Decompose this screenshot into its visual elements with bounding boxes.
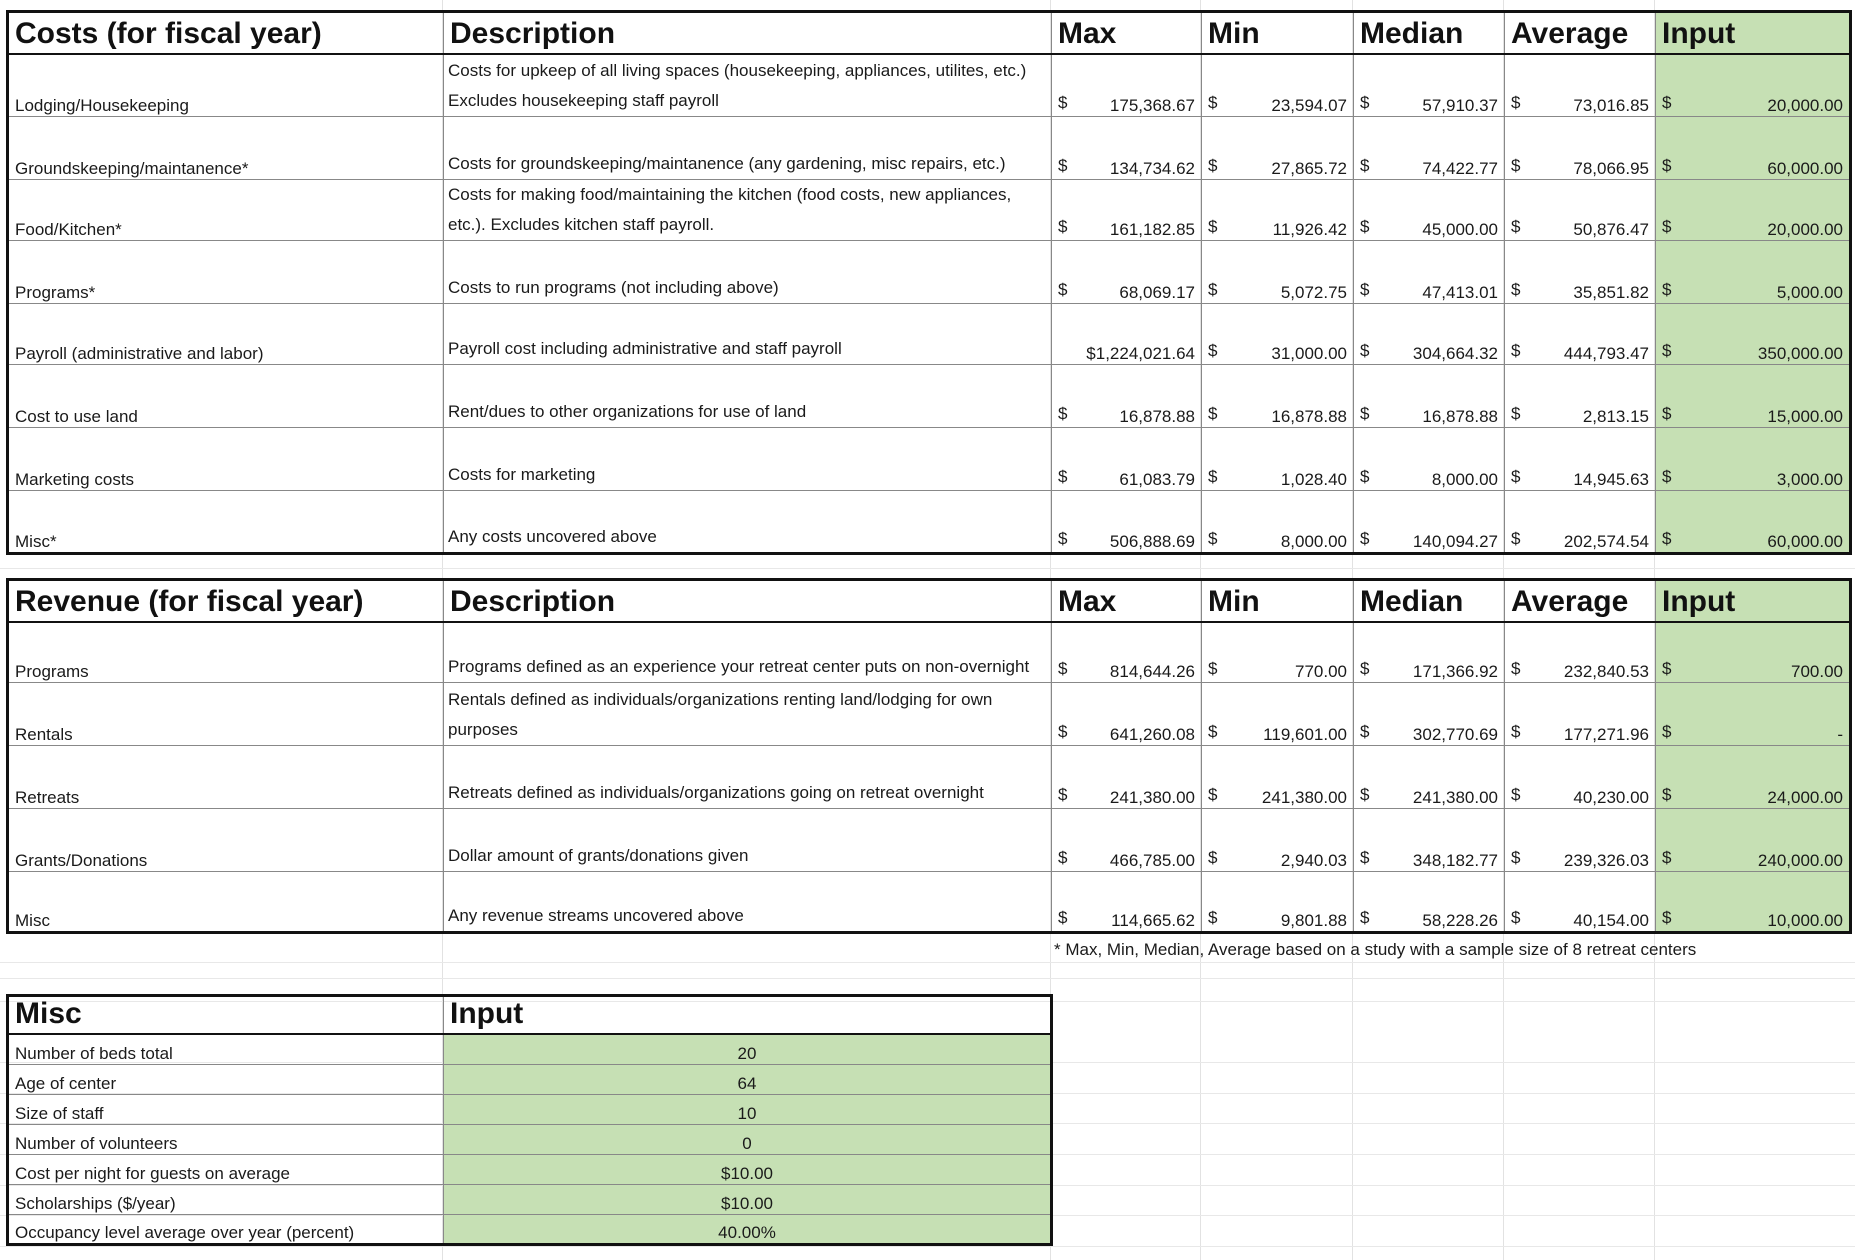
revenue-row-min-value: 9,801.88 <box>1280 911 1347 930</box>
costs-row-average-value: 14,945.63 <box>1573 470 1649 489</box>
currency-symbol: $ <box>1208 217 1218 236</box>
currency-symbol: $ <box>1511 404 1521 423</box>
currency-symbol: $ <box>1208 908 1218 927</box>
costs-row-category: Lodging/Housekeeping <box>8 54 444 117</box>
revenue-row-min <box>1202 746 1354 809</box>
revenue-header-description: Description <box>444 580 1052 622</box>
revenue-row-input[interactable] <box>1656 809 1851 872</box>
costs-row-average-value: 50,876.47 <box>1573 220 1649 239</box>
revenue-row-input-value: 240,000.00 <box>1757 851 1843 870</box>
currency-symbol: $ <box>1058 467 1068 486</box>
costs-row-input-value: 15,000.00 <box>1767 407 1843 426</box>
costs-header-input: Input <box>1656 12 1851 54</box>
revenue-row-max <box>1052 746 1202 809</box>
footnote: * Max, Min, Median, Average based on a study with a sample size of 8 retreat centers <box>1054 940 1697 959</box>
costs-row-min-value: 27,865.72 <box>1271 159 1347 178</box>
currency-symbol: $ <box>1208 659 1218 678</box>
costs-row <box>8 54 1851 117</box>
revenue-row-input[interactable] <box>1656 872 1851 933</box>
costs-row-description: Costs for making food/maintaining the kitchen (food costs, new appliances, etc.). Excludes kitchen staff payroll. <box>444 180 1052 241</box>
currency-symbol: $ <box>1360 467 1370 486</box>
currency-symbol: $ <box>1511 722 1521 741</box>
costs-row-average-value: 35,851.82 <box>1573 283 1649 302</box>
misc-row-input[interactable]: $10.00 <box>444 1154 1052 1184</box>
costs-row-input[interactable] <box>1656 491 1851 554</box>
costs-row-input[interactable] <box>1656 117 1851 180</box>
currency-symbol: $ <box>1208 280 1218 299</box>
revenue-row <box>8 622 1851 683</box>
costs-row-min <box>1202 365 1354 428</box>
currency-symbol: $ <box>1058 156 1068 175</box>
revenue-row-max <box>1052 622 1202 683</box>
revenue-row-average <box>1505 809 1656 872</box>
revenue-row <box>8 683 1851 746</box>
currency-symbol: $ <box>1662 529 1672 548</box>
revenue-row-median-value: 302,770.69 <box>1412 725 1498 744</box>
currency-symbol: $ <box>1360 722 1370 741</box>
revenue-row-description: Rentals defined as individuals/organizations renting land/lodging for own purposes <box>444 683 1052 746</box>
currency-symbol: $ <box>1360 93 1370 112</box>
costs-header-average: Average <box>1505 12 1656 54</box>
currency-symbol: $ <box>1208 404 1218 423</box>
misc-table <box>6 994 1053 1246</box>
costs-row-average <box>1505 304 1656 365</box>
revenue-row-max-value: 814,644.26 <box>1109 662 1195 681</box>
costs-row-min <box>1202 491 1354 554</box>
misc-row-label: Scholarships ($/year) <box>8 1184 444 1214</box>
revenue-row-min <box>1202 622 1354 683</box>
costs-row-median-value: 8,000.00 <box>1431 470 1498 489</box>
costs-row-max <box>1052 491 1202 554</box>
revenue-row <box>8 809 1851 872</box>
costs-row-min-value: 11,926.42 <box>1272 220 1347 239</box>
costs-row-input-value: 350,000.00 <box>1757 344 1843 363</box>
costs-row-description: Costs for groundskeeping/maintanence (any gardening, misc repairs, etc.) <box>444 117 1052 180</box>
costs-row-median <box>1354 180 1505 241</box>
revenue-row-average-value: 177,271.96 <box>1563 725 1649 744</box>
misc-row-label: Cost per night for guests on average <box>8 1154 444 1184</box>
costs-row <box>8 117 1851 180</box>
costs-row-input-value: 5,000.00 <box>1776 283 1843 302</box>
costs-row-category: Food/Kitchen* <box>8 180 444 241</box>
revenue-row-category: Grants/Donations <box>8 809 444 872</box>
currency-symbol: $ <box>1662 722 1672 741</box>
currency-symbol: $ <box>1662 659 1672 678</box>
costs-row-max <box>1052 428 1202 491</box>
costs-row-input-value: 20,000.00 <box>1767 220 1843 239</box>
currency-symbol: $ <box>1360 217 1370 236</box>
currency-symbol: $ <box>1208 722 1218 741</box>
currency-symbol: $ <box>1208 341 1218 360</box>
currency-symbol: $ <box>1058 217 1068 236</box>
currency-symbol: $ <box>1511 93 1521 112</box>
costs-row-max-value: 134,734.62 <box>1109 159 1195 178</box>
misc-header-label: Misc <box>8 996 444 1035</box>
costs-row-min-value: 23,594.07 <box>1271 96 1347 115</box>
revenue-header-row <box>8 580 1851 622</box>
costs-row-min-value: 5,072.75 <box>1280 283 1347 302</box>
revenue-row-median <box>1354 809 1505 872</box>
currency-symbol: $ <box>1058 93 1068 112</box>
revenue-row-category: Misc <box>8 872 444 933</box>
revenue-row-input-value: - <box>1837 725 1843 744</box>
currency-symbol: $ <box>1511 785 1521 804</box>
costs-row-min <box>1202 180 1354 241</box>
misc-header-input: Input <box>444 996 1052 1035</box>
currency-symbol: $ <box>1662 908 1672 927</box>
misc-row <box>8 1094 1052 1124</box>
costs-row-median <box>1354 491 1505 554</box>
revenue-row <box>8 872 1851 933</box>
costs-row-max-value: $1,224,021.64 <box>1086 344 1195 363</box>
costs-row-median <box>1354 304 1505 365</box>
revenue-row-input[interactable] <box>1656 746 1851 809</box>
costs-row-average-value: 444,793.47 <box>1563 344 1649 363</box>
misc-row-label: Occupancy level average over year (percent) <box>8 1214 444 1244</box>
revenue-row-average <box>1505 872 1656 933</box>
costs-row-category: Programs* <box>8 241 444 304</box>
currency-symbol: $ <box>1511 659 1521 678</box>
revenue-row-max-value: 466,785.00 <box>1109 851 1195 870</box>
costs-row-max-value: 161,182.85 <box>1109 220 1195 239</box>
costs-row-average-value: 73,016.85 <box>1573 96 1649 115</box>
revenue-row-average <box>1505 622 1656 683</box>
misc-row <box>8 1184 1052 1214</box>
costs-row-median <box>1354 365 1505 428</box>
currency-symbol: $ <box>1058 785 1068 804</box>
revenue-row-input-value: 10,000.00 <box>1767 911 1843 930</box>
costs-row-average <box>1505 365 1656 428</box>
revenue-header-input: Input <box>1656 580 1851 622</box>
currency-symbol: $ <box>1511 217 1521 236</box>
currency-symbol: $ <box>1360 848 1370 867</box>
costs-header-median: Median <box>1354 12 1505 54</box>
costs-row-max <box>1052 54 1202 117</box>
costs-row-average <box>1505 54 1656 117</box>
revenue-row-input[interactable] <box>1656 683 1851 746</box>
currency-symbol: $ <box>1511 848 1521 867</box>
costs-row <box>8 241 1851 304</box>
costs-row-input[interactable] <box>1656 54 1851 117</box>
costs-row-median-value: 74,422.77 <box>1422 159 1498 178</box>
revenue-row-max <box>1052 872 1202 933</box>
costs-row <box>8 180 1851 241</box>
revenue-table <box>6 578 1852 934</box>
costs-row-input-value: 20,000.00 <box>1767 96 1843 115</box>
currency-symbol: $ <box>1360 404 1370 423</box>
misc-row-input[interactable]: $10.00 <box>444 1184 1052 1214</box>
revenue-header-median: Median <box>1354 580 1505 622</box>
costs-row-max <box>1052 365 1202 428</box>
costs-row-input[interactable] <box>1656 428 1851 491</box>
revenue-header-category: Revenue (for fiscal year) <box>8 580 444 622</box>
currency-symbol: $ <box>1662 467 1672 486</box>
revenue-row-max-value: 641,260.08 <box>1109 725 1195 744</box>
costs-row-input[interactable] <box>1656 365 1851 428</box>
revenue-row-min-value: 2,940.03 <box>1280 851 1347 870</box>
costs-header-category: Costs (for fiscal year) <box>8 12 444 54</box>
costs-header-min: Min <box>1202 12 1354 54</box>
costs-row-average <box>1505 180 1656 241</box>
costs-row-max <box>1052 241 1202 304</box>
costs-header-max: Max <box>1052 12 1202 54</box>
costs-row-category: Cost to use land <box>8 365 444 428</box>
revenue-row-input[interactable] <box>1656 622 1851 683</box>
costs-row-average <box>1505 428 1656 491</box>
revenue-row-median-value: 241,380.00 <box>1412 788 1498 807</box>
costs-row-input[interactable] <box>1656 304 1851 365</box>
currency-symbol: $ <box>1360 341 1370 360</box>
currency-symbol: $ <box>1662 341 1672 360</box>
revenue-row-average-value: 239,326.03 <box>1563 851 1649 870</box>
currency-symbol: $ <box>1058 404 1068 423</box>
costs-row-min-value: 16,878.88 <box>1271 407 1347 426</box>
costs-row-median-value: 304,664.32 <box>1412 344 1498 363</box>
costs-table <box>6 10 1852 555</box>
revenue-row-category: Retreats <box>8 746 444 809</box>
costs-row-average-value: 78,066.95 <box>1573 159 1649 178</box>
misc-row-input[interactable]: 10 <box>444 1094 1052 1124</box>
currency-symbol: $ <box>1360 908 1370 927</box>
currency-symbol: $ <box>1058 908 1068 927</box>
costs-row-median <box>1354 54 1505 117</box>
costs-row-min <box>1202 241 1354 304</box>
costs-row-max-value: 16,878.88 <box>1119 407 1195 426</box>
costs-row-min <box>1202 304 1354 365</box>
revenue-row-average-value: 40,154.00 <box>1573 911 1649 930</box>
misc-row-label: Number of beds total <box>8 1034 444 1064</box>
currency-symbol: $ <box>1058 722 1068 741</box>
revenue-row-min-value: 119,601.00 <box>1263 725 1347 744</box>
misc-row <box>8 1154 1052 1184</box>
revenue-row-median <box>1354 746 1505 809</box>
misc-header-row <box>8 996 1052 1035</box>
revenue-header-min: Min <box>1202 580 1354 622</box>
costs-row <box>8 365 1851 428</box>
misc-row-input[interactable]: 64 <box>444 1064 1052 1094</box>
currency-symbol: $ <box>1208 467 1218 486</box>
revenue-row-description: Programs defined as an experience your retreat center puts on non-overnight <box>444 622 1052 683</box>
costs-row-input-value: 3,000.00 <box>1776 470 1843 489</box>
costs-row-input-value: 60,000.00 <box>1767 532 1843 551</box>
costs-row-min <box>1202 117 1354 180</box>
revenue-row-description: Retreats defined as individuals/organizations going on retreat overnight <box>444 746 1052 809</box>
revenue-row-description: Dollar amount of grants/donations given <box>444 809 1052 872</box>
currency-symbol: $ <box>1511 908 1521 927</box>
costs-row-description: Any costs uncovered above <box>444 491 1052 554</box>
currency-symbol: $ <box>1511 156 1521 175</box>
costs-row-category: Marketing costs <box>8 428 444 491</box>
currency-symbol: $ <box>1662 156 1672 175</box>
revenue-row-average <box>1505 683 1656 746</box>
currency-symbol: $ <box>1662 217 1672 236</box>
currency-symbol: $ <box>1511 341 1521 360</box>
costs-row-average-value: 202,574.54 <box>1563 532 1649 551</box>
revenue-row-median-value: 348,182.77 <box>1412 851 1498 870</box>
revenue-header-max: Max <box>1052 580 1202 622</box>
revenue-row-median <box>1354 872 1505 933</box>
currency-symbol: $ <box>1360 280 1370 299</box>
revenue-row-category: Rentals <box>8 683 444 746</box>
revenue-row-max-value: 241,380.00 <box>1109 788 1195 807</box>
currency-symbol: $ <box>1662 848 1672 867</box>
costs-row-min <box>1202 428 1354 491</box>
misc-row <box>8 1214 1052 1244</box>
currency-symbol: $ <box>1058 848 1068 867</box>
costs-row-min <box>1202 54 1354 117</box>
costs-row-input[interactable] <box>1656 180 1851 241</box>
currency-symbol: $ <box>1058 280 1068 299</box>
currency-symbol: $ <box>1511 467 1521 486</box>
costs-row-median <box>1354 241 1505 304</box>
currency-symbol: $ <box>1662 280 1672 299</box>
currency-symbol: $ <box>1208 529 1218 548</box>
currency-symbol: $ <box>1511 280 1521 299</box>
costs-row-description: Rent/dues to other organizations for use of land <box>444 365 1052 428</box>
revenue-row-max-value: 114,665.62 <box>1111 911 1195 930</box>
revenue-row-min <box>1202 872 1354 933</box>
currency-symbol: $ <box>1360 785 1370 804</box>
revenue-row-average-value: 40,230.00 <box>1573 788 1649 807</box>
misc-row-label: Age of center <box>8 1064 444 1094</box>
misc-row <box>8 1064 1052 1094</box>
misc-row-label: Size of staff <box>8 1094 444 1124</box>
revenue-row-median <box>1354 683 1505 746</box>
costs-row-max-value: 175,368.67 <box>1109 96 1195 115</box>
costs-row-description: Payroll cost including administrative and staff payroll <box>444 304 1052 365</box>
revenue-row-input-value: 700.00 <box>1791 662 1843 681</box>
costs-row-max-value: 68,069.17 <box>1119 283 1195 302</box>
costs-header-description: Description <box>444 12 1052 54</box>
costs-row-median-value: 16,878.88 <box>1422 407 1498 426</box>
costs-row-category: Groundskeeping/maintanence* <box>8 117 444 180</box>
revenue-row-min <box>1202 683 1354 746</box>
costs-row-description: Costs for marketing <box>444 428 1052 491</box>
currency-symbol: $ <box>1662 404 1672 423</box>
currency-symbol: $ <box>1208 785 1218 804</box>
currency-symbol: $ <box>1360 659 1370 678</box>
currency-symbol: $ <box>1208 156 1218 175</box>
costs-row-median-value: 47,413.01 <box>1422 283 1498 302</box>
costs-row-median-value: 57,910.37 <box>1422 96 1498 115</box>
costs-row-max <box>1052 304 1202 365</box>
currency-symbol: $ <box>1511 529 1521 548</box>
costs-row-min-value: 8,000.00 <box>1280 532 1347 551</box>
costs-row-min-value: 1,028.40 <box>1280 470 1347 489</box>
revenue-row-average <box>1505 746 1656 809</box>
costs-row-average <box>1505 241 1656 304</box>
costs-row-description: Costs for upkeep of all living spaces (housekeeping, appliances, utilites, etc.) Excludes housekeeping staff payroll <box>444 54 1052 117</box>
currency-symbol: $ <box>1208 848 1218 867</box>
costs-row-average <box>1505 491 1656 554</box>
costs-row-category: Misc* <box>8 491 444 554</box>
costs-row-median <box>1354 117 1505 180</box>
costs-row-max <box>1052 180 1202 241</box>
revenue-row-min <box>1202 809 1354 872</box>
revenue-row-average-value: 232,840.53 <box>1563 662 1649 681</box>
misc-row-input[interactable]: 20 <box>444 1034 1052 1064</box>
revenue-row-min-value: 770.00 <box>1295 662 1347 681</box>
misc-row-input[interactable]: 40.00% <box>444 1214 1052 1244</box>
currency-symbol: $ <box>1662 785 1672 804</box>
currency-symbol: $ <box>1360 156 1370 175</box>
costs-row-median-value: 140,094.27 <box>1412 532 1498 551</box>
costs-row-max <box>1052 117 1202 180</box>
revenue-row-max <box>1052 809 1202 872</box>
misc-row-input[interactable]: 0 <box>444 1124 1052 1154</box>
costs-row-description: Costs to run programs (not including above) <box>444 241 1052 304</box>
costs-row-max-value: 61,083.79 <box>1119 470 1195 489</box>
revenue-row-max <box>1052 683 1202 746</box>
revenue-row-input-value: 24,000.00 <box>1767 788 1843 807</box>
misc-row <box>8 1124 1052 1154</box>
costs-row <box>8 491 1851 554</box>
costs-row-median-value: 45,000.00 <box>1422 220 1498 239</box>
costs-row-input-value: 60,000.00 <box>1767 159 1843 178</box>
costs-row-category: Payroll (administrative and labor) <box>8 304 444 365</box>
currency-symbol: $ <box>1208 93 1218 112</box>
costs-row-median <box>1354 428 1505 491</box>
costs-row-input[interactable] <box>1656 241 1851 304</box>
currency-symbol: $ <box>1058 659 1068 678</box>
revenue-header-average: Average <box>1505 580 1656 622</box>
revenue-row-median <box>1354 622 1505 683</box>
revenue-row <box>8 746 1851 809</box>
costs-header-row <box>8 12 1851 54</box>
currency-symbol: $ <box>1058 529 1068 548</box>
misc-row <box>8 1034 1052 1064</box>
revenue-row-description: Any revenue streams uncovered above <box>444 872 1052 933</box>
revenue-row-category: Programs <box>8 622 444 683</box>
revenue-row-min-value: 241,380.00 <box>1261 788 1347 807</box>
currency-symbol: $ <box>1662 93 1672 112</box>
revenue-row-median-value: 171,366.92 <box>1412 662 1498 681</box>
misc-row-label: Number of volunteers <box>8 1124 444 1154</box>
costs-row <box>8 428 1851 491</box>
currency-symbol: $ <box>1360 529 1370 548</box>
costs-row-average-value: 2,813.15 <box>1582 407 1649 426</box>
costs-row-min-value: 31,000.00 <box>1271 344 1347 363</box>
costs-row-average <box>1505 117 1656 180</box>
costs-row-max-value: 506,888.69 <box>1109 532 1195 551</box>
revenue-row-median-value: 58,228.26 <box>1422 911 1498 930</box>
costs-row <box>8 304 1851 365</box>
